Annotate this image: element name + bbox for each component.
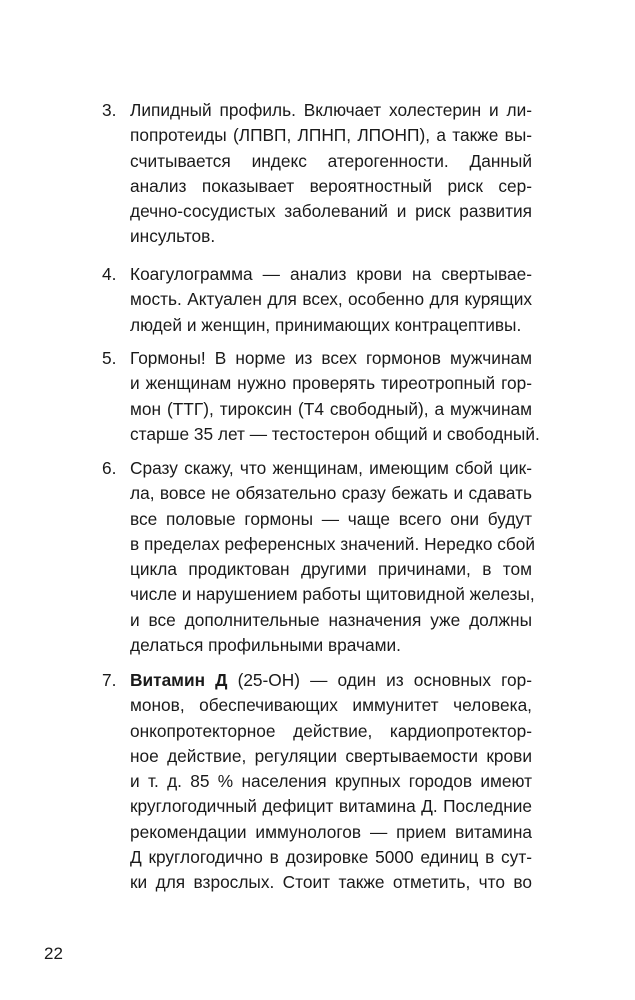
list-item-text [130,98,532,250]
text-line: Сразу скажу, что женщинам, имеющим сбой цик- [130,458,532,478]
text-line: Липидный профиль. Включает холестерин и ли- [130,100,532,120]
text-line: и все дополнительные назначения уже должны [130,609,532,630]
text-line: попротеиды (ЛПВП, ЛПНП, ЛПОНП), а также вы- [130,125,532,146]
list-item-text [130,668,532,896]
list-item-6 [102,456,536,658]
list-item-4 [102,262,532,338]
list-number: 6. [102,458,117,478]
list-item-text [130,262,532,338]
list-item-3 [102,98,532,250]
text-line: рекомендации иммунологов — прием витамина [130,821,532,842]
text-line: людей и женщин, принимающих контрацептивы. [130,314,522,335]
text-line: Гормоны! В норме из всех гормонов мужчинам [130,348,532,368]
page-number: 22 [44,944,63,963]
text-line: дечно-сосудистых заболеваний и риск развития [130,201,532,222]
list-item-7 [102,668,532,896]
list-number: 7. [102,670,117,690]
text-line [130,668,532,693]
text-line: в пределах референсных значений. Нередко сбой [130,533,536,554]
text-line: числе и нарушением работы щитовидной железы, [130,584,535,605]
text-line: Коагулограмма — анализ крови на свертывае- [130,264,532,284]
text-line: инсультов. [130,226,216,247]
text-line: считывается индекс атерогенности. Данный [130,150,532,171]
text-line: круглогодичный дефицит витамина Д. Последние [130,796,532,817]
text-line: Д круглогодично в дозировке 5000 единиц в сут- [130,847,532,868]
text-line: ла, вовсе не обязательно сразу бежать и сдавать [130,483,532,504]
text-line: и женщинам нужно проверять тиреотропный гор- [130,373,532,394]
text-line: ки для взрослых. Стоит также отметить, что во [130,872,532,893]
list-number: 5. [102,348,117,368]
text-line: анализ показывает вероятностный риск сер- [130,175,532,196]
text-line: ное действие, регуляции свертываемости крови [130,745,532,766]
list-number: 4. [102,264,117,284]
text-fragment: (25-ОН) — один из основных гор- [227,670,532,690]
list-item-5 [102,346,540,447]
text-line: монов, обеспечивающих иммунитет человека, [130,695,532,716]
text-line: все половые гормоны — чаще всего они будут [130,508,532,529]
list-item-text [130,346,540,447]
text-line: и т. д. 85 % населения крупных городов имеют [130,771,532,792]
text-line: мон (ТТГ), тироксин (Т4 свободный), а мужчинам [130,398,532,419]
list-item-text [130,456,536,658]
list-number: 3. [102,100,117,120]
text-line: онкопротекторное действие, кардиопротектор- [130,720,532,741]
text-line: старше 35 лет — тестостерон общий и свободный. [130,423,540,444]
text-line: цикла продиктован другими причинами, в том [130,559,532,580]
text-line: делаться профильными врачами. [130,635,401,656]
bold-term: Витамин Д [130,670,228,690]
text-line: мость. Актуален для всех, особенно для курящих [130,289,532,310]
